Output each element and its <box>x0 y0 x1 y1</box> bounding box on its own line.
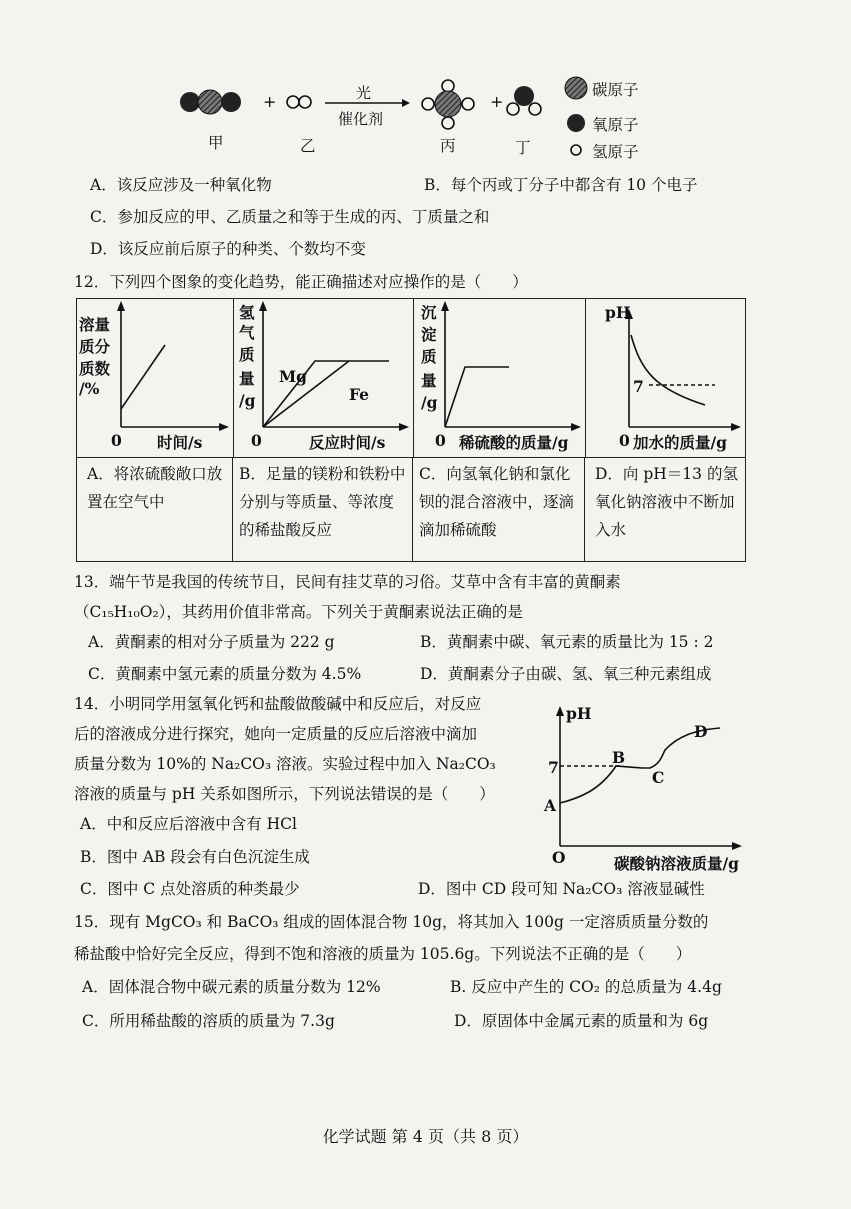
q14-xlabel: 碳酸钠溶液质量/g <box>614 854 739 873</box>
graph-b-cell <box>233 299 414 457</box>
molecule-ding <box>507 86 541 115</box>
graph-b-ylabel-2: 气 <box>239 323 255 342</box>
graph-c-ylabel-2: 淀 <box>421 325 437 344</box>
graph-b-series-fe: Fe <box>349 385 370 404</box>
q14-ref-label: 7 <box>548 758 559 777</box>
graph-a-ylabel-4: /% <box>79 379 100 398</box>
label-yi: 乙 <box>300 137 316 155</box>
q14-stem-1: 14．小明同学用氢氧化钙和盐酸做酸碱中和反应后，对反应 <box>74 695 482 713</box>
reaction-diagram <box>0 60 851 160</box>
graph-c-origin: 0 <box>435 431 446 450</box>
legend-hydrogen: 氢原子 <box>592 143 639 161</box>
molecule-bing <box>422 80 474 129</box>
legend-carbon: 碳原子 <box>592 81 639 99</box>
graph-a-origin: 0 <box>111 431 122 450</box>
q15-stem-2: 稀盐酸中恰好完全反应，得到不饱和溶液的质量为 105.6g。下列说法不正确的是（ ） <box>74 945 692 963</box>
caption-c: C．向氢氧化钠和氯化钡的混合溶液中，逐滴滴加稀硫酸 <box>413 457 585 561</box>
q14-origin: O <box>552 848 566 867</box>
q14-option-c: C．图中 C 点处溶质的种类最少 <box>80 880 300 898</box>
q11-option-a: A．该反应涉及一种氧化物 <box>90 176 272 194</box>
graph-a-ylabel-3: 质数 <box>79 359 111 378</box>
graph-b-ylabel-1: 氢 <box>239 303 255 322</box>
q14-ylabel: pH <box>566 704 592 723</box>
label-ding: 丁 <box>515 139 531 157</box>
svg-text:+: + <box>263 92 277 111</box>
q14-point-a: A <box>544 796 557 815</box>
graph-b-series-mg: Mg <box>279 367 307 386</box>
q11-option-d: D．该反应前后原子的种类、个数均不变 <box>90 240 366 258</box>
q14-option-b: B．图中 AB 段会有白色沉淀生成 <box>80 848 310 866</box>
graph-c-line <box>445 367 509 427</box>
page-footer: 化学试题 第 4 页（共 8 页） <box>322 1127 529 1146</box>
q14-point-b: B <box>612 748 626 767</box>
graph-c-ylabel-5: /g <box>421 393 438 412</box>
graph-c-xlabel: 稀硫酸的质量/g <box>459 433 569 452</box>
q15-option-c: C．所用稀盐酸的溶质的质量为 7.3g <box>82 1012 335 1030</box>
q14-option-a: A．中和反应后溶液中含有 HCl <box>80 815 297 833</box>
caption-b: B．足量的镁粉和铁粉中分别与等质量、等浓度的稀盐酸反应 <box>233 457 413 561</box>
q13-stem-2: （C₁₅H₁₀O₂），其药用价值非常高。下列关于黄酮素说法正确的是 <box>74 603 523 621</box>
arrow-bottom-label: 催化剂 <box>338 110 384 128</box>
arrow-top-label: 光 <box>356 84 372 102</box>
q13-option-a: A．黄酮素的相对分子质量为 222 g <box>88 633 335 651</box>
label-bing: 丙 <box>440 137 456 155</box>
graph-c-ylabel-3: 质 <box>421 347 437 366</box>
q11-option-b: B．每个丙或丁分子中都含有 10 个电子 <box>424 176 698 194</box>
graph-a-xlabel: 时间/s <box>157 433 203 452</box>
q15-option-d: D．原固体中金属元素的质量和为 6g <box>454 1012 709 1030</box>
graph-d-ref-label: 7 <box>633 377 644 396</box>
graph-d-ylabel: pH <box>605 303 631 322</box>
q15-option-a: A．固体混合物中碳元素的质量分数为 12% <box>82 978 381 996</box>
graph-c-cell <box>413 299 586 457</box>
graph-b-ylabel-3: 质 <box>239 345 255 364</box>
q13-option-c: C．黄酮素中氢元素的质量分数为 4.5% <box>88 665 362 683</box>
graph-a-ylabel-1: 溶量 <box>79 315 111 334</box>
q14-stem-4: 溶液的质量与 pH 关系如图所示，下列说法错误的是（ ） <box>74 785 495 803</box>
graph-b-ylabel-4: 量 <box>239 369 255 388</box>
q13-option-b: B．黄酮素中碳、氧元素的质量比为 15 : 2 <box>420 633 714 651</box>
q15-option-b: B. 反应中产生的 CO₂ 的总质量为 4.4g <box>450 978 722 996</box>
q14-point-c: C <box>652 768 665 787</box>
legend-oxygen: 氧原子 <box>592 116 639 134</box>
graph-b-ylabel-5: /g <box>239 391 256 410</box>
graph-d-origin: 0 <box>619 431 630 450</box>
q14-option-d: D．图中 CD 段可知 Na₂CO₃ 溶液显碱性 <box>418 880 705 898</box>
q13-stem-1: 13．端午节是我国的传统节日，民间有挂艾草的习俗。艾草中含有丰富的黄酮素 <box>74 573 621 591</box>
graph-b-xlabel: 反应时间/s <box>309 433 386 452</box>
q15-stem-1: 15．现有 MgCO₃ 和 BaCO₃ 组成的固体混合物 10g，将其加入 100g 一定溶质质量分数的 <box>74 913 709 931</box>
molecule-jia <box>180 90 241 114</box>
q14-stem-2: 后的溶液成分进行探究，她向一定质量的反应后溶液中滴加 <box>74 725 478 743</box>
graph-d-cell <box>585 299 745 457</box>
graph-c-ylabel-1: 沉 <box>421 303 437 322</box>
graph-d-xlabel: 加水的质量/g <box>633 433 727 452</box>
q11-option-c: C．参加反应的甲、乙质量之和等于生成的丙、丁质量之和 <box>90 208 490 226</box>
caption-a: A．将浓硫酸敞口放置在空气中 <box>77 457 233 561</box>
graph-a-cell <box>77 299 234 457</box>
molecule-yi <box>287 96 311 108</box>
q14-stem-3: 质量分数为 10%的 Na₂CO₃ 溶液。实验过程中加入 Na₂CO₃ <box>74 755 496 773</box>
graph-c-ylabel-4: 量 <box>421 371 437 390</box>
q12-graph-table <box>76 298 746 562</box>
q12-stem: 12．下列四个图象的变化趋势，能正确描述对应操作的是（ ） <box>74 273 528 291</box>
svg-text:+: + <box>490 92 504 111</box>
graph-a-ylabel-2: 质分 <box>79 337 111 356</box>
graph-a-line <box>121 345 165 409</box>
q13-option-d: D．黄酮素分子由碳、氢、氧三种元素组成 <box>420 665 712 683</box>
graph-b-origin: 0 <box>251 431 262 450</box>
q14-point-d: D <box>694 722 708 741</box>
caption-d: D．向 pH＝13 的氢氧化钠溶液中不断加入水 <box>585 457 745 561</box>
label-jia: 甲 <box>208 134 224 152</box>
